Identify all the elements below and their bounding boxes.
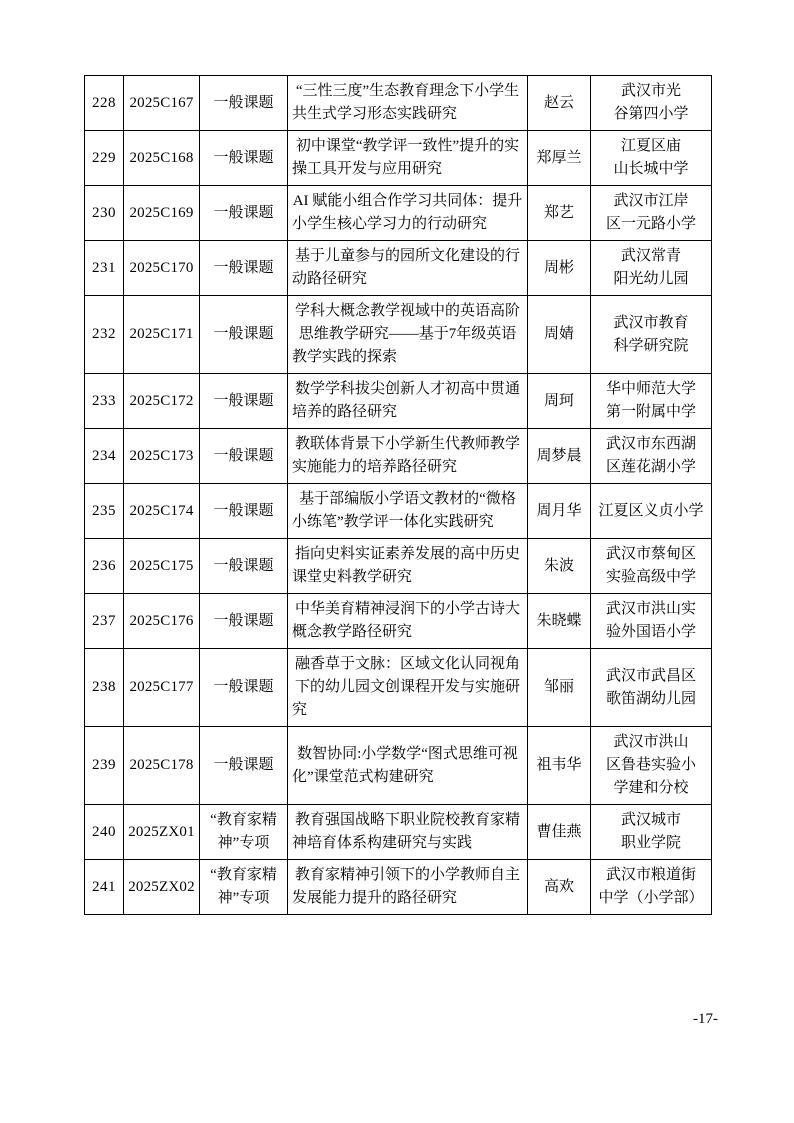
cell-project-code: 2025ZX01 <box>124 805 200 860</box>
cell-institution: 武汉市洪山区鲁巷实验小学建和分校 <box>591 727 712 805</box>
cell-project-code: 2025C175 <box>124 539 200 594</box>
cell-serial-number: 238 <box>85 649 124 727</box>
cell-project-title: 中华美育精神浸润下的小学古诗大概念教学路径研究 <box>288 594 528 649</box>
cell-project-title: 指向史料实证素养发展的高中历史课堂史料教学研究 <box>288 539 528 594</box>
table-row <box>85 429 712 484</box>
cell-institution: 武汉市东西湖区莲花湖小学 <box>591 429 712 484</box>
cell-category: 一般课题 <box>200 76 288 131</box>
cell-category: 一般课题 <box>200 374 288 429</box>
cell-project-title: 基于儿童参与的园所文化建设的行动路径研究 <box>288 241 528 296</box>
cell-project-title: 融香草于文脉：区域文化认同视角下的幼儿园文创课程开发与实施研究 <box>288 649 528 727</box>
cell-serial-number: 230 <box>85 186 124 241</box>
table-row <box>85 594 712 649</box>
cell-leader-name: 朱波 <box>528 539 591 594</box>
table-row <box>85 860 712 915</box>
cell-category: 一般课题 <box>200 484 288 539</box>
table-row <box>85 131 712 186</box>
cell-leader-name: 周彬 <box>528 241 591 296</box>
cell-project-code: 2025C173 <box>124 429 200 484</box>
cell-institution: 武汉市粮道街中学（小学部） <box>591 860 712 915</box>
table-row <box>85 805 712 860</box>
cell-category: 一般课题 <box>200 727 288 805</box>
cell-project-title: 数学学科拔尖创新人才初高中贯通培养的路径研究 <box>288 374 528 429</box>
cell-project-title: AI 赋能小组合作学习共同体：提升小学生核心学习力的行动研究 <box>288 186 528 241</box>
cell-leader-name: 郑艺 <box>528 186 591 241</box>
cell-leader-name: 曹佳燕 <box>528 805 591 860</box>
cell-serial-number: 240 <box>85 805 124 860</box>
cell-category: 一般课题 <box>200 296 288 374</box>
cell-project-title: 基于部编版小学语文教材的“微格小练笔”教学评一体化实践研究 <box>288 484 528 539</box>
cell-category: 一般课题 <box>200 241 288 296</box>
cell-leader-name: 周婧 <box>528 296 591 374</box>
cell-institution: 武汉市蔡甸区实验高级中学 <box>591 539 712 594</box>
cell-category: 一般课题 <box>200 186 288 241</box>
cell-project-title: 学科大概念教学视域中的英语高阶思维教学研究——基于7年级英语教学实践的探索 <box>288 296 528 374</box>
cell-project-code: 2025C170 <box>124 241 200 296</box>
cell-leader-name: 周梦晨 <box>528 429 591 484</box>
cell-institution: 武汉市武昌区歌笛湖幼儿园 <box>591 649 712 727</box>
cell-project-code: 2025C174 <box>124 484 200 539</box>
cell-category: 一般课题 <box>200 429 288 484</box>
cell-leader-name: 郑厚兰 <box>528 131 591 186</box>
table-row <box>85 76 712 131</box>
cell-project-code: 2025C176 <box>124 594 200 649</box>
cell-project-title: 教联体背景下小学新生代教师教学实施能力的培养路径研究 <box>288 429 528 484</box>
cell-serial-number: 236 <box>85 539 124 594</box>
cell-project-title: 数智协同:小学数学“图式思维可视化”课堂范式构建研究 <box>288 727 528 805</box>
cell-institution: 武汉市教育科学研究院 <box>591 296 712 374</box>
cell-serial-number: 233 <box>85 374 124 429</box>
cell-category: “教育家精神”专项 <box>200 860 288 915</box>
cell-institution: 武汉城市职业学院 <box>591 805 712 860</box>
cell-leader-name: 赵云 <box>528 76 591 131</box>
cell-category: 一般课题 <box>200 131 288 186</box>
projects-table-body <box>85 76 712 915</box>
cell-project-title: 初中课堂“教学评一致性”提升的实操工具开发与应用研究 <box>288 131 528 186</box>
cell-serial-number: 235 <box>85 484 124 539</box>
cell-institution: 江夏区义贞小学 <box>591 484 712 539</box>
cell-serial-number: 231 <box>85 241 124 296</box>
cell-leader-name: 高欢 <box>528 860 591 915</box>
table-row <box>85 649 712 727</box>
cell-category: 一般课题 <box>200 649 288 727</box>
cell-leader-name: 周珂 <box>528 374 591 429</box>
cell-project-code: 2025C169 <box>124 186 200 241</box>
cell-serial-number: 229 <box>85 131 124 186</box>
cell-leader-name: 周月华 <box>528 484 591 539</box>
cell-serial-number: 228 <box>85 76 124 131</box>
cell-project-title: “三性三度”生态教育理念下小学生共生式学习形态实践研究 <box>288 76 528 131</box>
cell-leader-name: 朱晓蝶 <box>528 594 591 649</box>
table-row <box>85 186 712 241</box>
cell-category: 一般课题 <box>200 539 288 594</box>
cell-project-code: 2025C172 <box>124 374 200 429</box>
cell-serial-number: 234 <box>85 429 124 484</box>
cell-institution: 江夏区庙山长城中学 <box>591 131 712 186</box>
cell-serial-number: 241 <box>85 860 124 915</box>
cell-institution: 武汉市洪山实验外国语小学 <box>591 594 712 649</box>
cell-project-code: 2025ZX02 <box>124 860 200 915</box>
cell-institution: 武汉常青阳光幼儿园 <box>591 241 712 296</box>
cell-project-title: 教育家精神引领下的小学教师自主发展能力提升的路径研究 <box>288 860 528 915</box>
cell-serial-number: 232 <box>85 296 124 374</box>
cell-institution: 武汉市江岸区一元路小学 <box>591 186 712 241</box>
cell-project-code: 2025C177 <box>124 649 200 727</box>
projects-table <box>84 75 712 915</box>
table-row <box>85 241 712 296</box>
table-row <box>85 484 712 539</box>
page-number: -17- <box>693 1011 718 1027</box>
cell-institution: 华中师范大学第一附属中学 <box>591 374 712 429</box>
cell-serial-number: 239 <box>85 727 124 805</box>
cell-project-code: 2025C168 <box>124 131 200 186</box>
cell-leader-name: 祖韦华 <box>528 727 591 805</box>
cell-project-code: 2025C171 <box>124 296 200 374</box>
cell-institution: 武汉市光谷第四小学 <box>591 76 712 131</box>
table-row <box>85 296 712 374</box>
table-row <box>85 727 712 805</box>
cell-leader-name: 邹丽 <box>528 649 591 727</box>
table-row <box>85 539 712 594</box>
cell-serial-number: 237 <box>85 594 124 649</box>
cell-project-code: 2025C167 <box>124 76 200 131</box>
table-row <box>85 374 712 429</box>
cell-project-code: 2025C178 <box>124 727 200 805</box>
cell-category: “教育家精神”专项 <box>200 805 288 860</box>
cell-category: 一般课题 <box>200 594 288 649</box>
cell-project-title: 教育强国战略下职业院校教育家精神培育体系构建研究与实践 <box>288 805 528 860</box>
